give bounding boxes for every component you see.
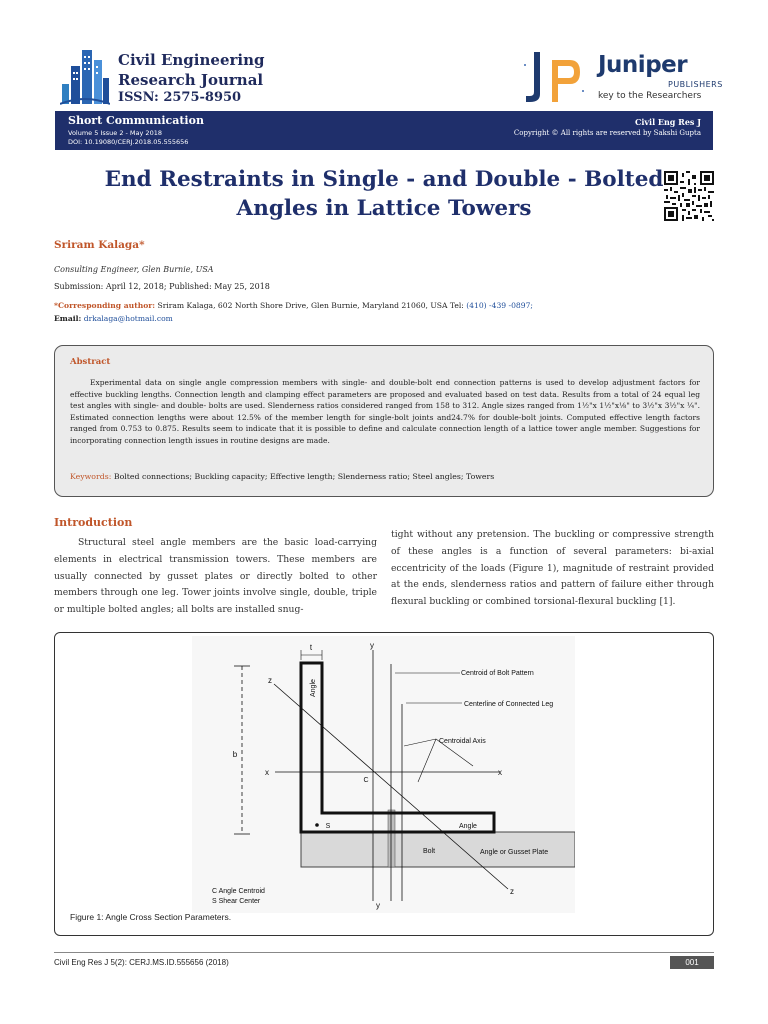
article-title: [90, 165, 678, 223]
abstract-box: [54, 345, 714, 497]
corresponding-author-tel[interactable]: (410) -439 -0897;: [466, 301, 533, 310]
shear-center-dot: [315, 823, 319, 827]
label-c: C: [363, 777, 369, 784]
volume-issue: Volume 5 Issue 2 - May 2018: [68, 129, 162, 137]
footer-divider: [54, 952, 714, 953]
keywords-label: Keywords:: [70, 472, 112, 481]
journal-name: [118, 50, 264, 90]
page-number: 001: [670, 956, 714, 969]
label-x-right: x: [498, 768, 502, 777]
legend-s: S Shear Center: [212, 898, 261, 905]
author-affiliation: Consulting Engineer, Glen Burnie, USA: [54, 265, 214, 274]
journal-name-line1: Civil Engineering: [118, 51, 265, 69]
doi: DOI: 10.19080/CERJ.2018.05.555656: [68, 138, 189, 146]
label-centerline: Centerline of Connected Leg: [464, 701, 554, 708]
corresponding-author-label: *Corresponding author:: [54, 301, 156, 310]
keywords-list: Bolted connections; Buckling capacity; Effective length; Slenderness ratio; Steel angles; Towers: [111, 472, 495, 481]
qr-code-icon[interactable]: [664, 171, 714, 221]
keywords: [70, 472, 494, 481]
publisher-name: Juniper: [598, 52, 688, 78]
footer-citation: Civil Eng Res J 5(2): CERJ.MS.ID.555656 (2018): [54, 958, 229, 967]
publisher-tagline: key to the Researchers: [598, 91, 702, 101]
label-centroidal-axis: Centroidal Axis: [439, 738, 486, 745]
abstract-heading: Abstract: [70, 357, 111, 367]
email-label: Email:: [54, 314, 82, 323]
label-z-top: z: [268, 676, 272, 685]
label-z-bottom: z: [510, 887, 514, 896]
label-gusset: Angle or Gusset Plate: [480, 849, 549, 856]
article-title-line2: Angles in Lattice Towers: [236, 196, 532, 221]
journal-issn: ISSN: 2575-8950: [118, 90, 242, 105]
figure-caption: Figure 1: Angle Cross Section Parameters.: [70, 912, 232, 922]
bolt: [388, 810, 395, 867]
label-angle: Angle: [459, 823, 477, 830]
abstract-text: Experimental data on single angle compression members with single- and double-bolt end connection patterns is used to develop adjustment factors for effective buckling lengths. Connection length and clamping effect parameters are proposed and evaluated based on test data. Results from a total of 24 equal leg test angles with single- and double- bolts are used. Slenderness ratios considered ranged from 158 to 312. Angle sizes ranged from 1½"x 1½"x⅛" to 3½"x 3½"x ¼". Estimated connection lengths were about 12.5% of the member length for single-bolt joints and24.7% for double-bolt joints. Computed effective length factors ranged from 0.753 to 0.875. Results seem to indicate that it is possible to define and calculate connection length of a lattice tower angle member. Suggestions for incorporating connection length issues in routine designs are made.: [70, 378, 700, 445]
legend-c: C Angle Centroid: [212, 888, 265, 895]
label-bolt: Bolt: [423, 848, 436, 855]
publisher-sub: PUBLISHERS: [668, 80, 723, 89]
label-b: b: [232, 750, 238, 759]
author-name: Sriram Kalaga*: [54, 239, 145, 251]
article-title-line1: End Restraints in Single - and Double - Bolted: [104, 167, 664, 192]
label-y-top: y: [370, 641, 374, 650]
corresponding-author: [54, 301, 734, 310]
copyright: Copyright © All rights are reserved by Sakshi Gupta: [513, 129, 701, 137]
body-column-right: tight without any pretension. The buckling or compressive strength of these angles is a function of several parameters: bi-axial eccentricity of the loads (Figure 1), magnitude of restraint provided at the ends, slenderness ratios and pattern of failure either through flexural buckling or combined torsional-flexural buckling [1].: [391, 529, 714, 608]
label-centroid-bolt: Centroid of Bolt Pattern: [461, 670, 534, 677]
body-column-left: Structural steel angle members are the basic load-carrying elements in electrical transmission towers. These members are usually connected by gusset plates or directly bolted to other members through one leg. Tower joints involve single, double, triple or multiple bolted angles; all bolts are installed snug-: [54, 537, 377, 616]
page-header: [0, 0, 768, 110]
author-email: [54, 314, 173, 323]
corresponding-author-text: Sriram Kalaga, 602 North Shore Drive, Glen Burnie, Maryland 21060, USA Tel:: [155, 301, 467, 310]
label-x-left: x: [265, 768, 269, 777]
journal-logo-icon: [60, 44, 110, 106]
article-banner: [55, 111, 713, 150]
journal-name-line2: Research Journal: [118, 71, 264, 89]
label-angle-vertical: Angle: [310, 679, 317, 697]
introduction-heading: Introduction: [54, 516, 133, 529]
email-link[interactable]: drkalaga@hotmail.com: [83, 314, 173, 323]
label-s: S: [325, 823, 331, 830]
label-y-bottom: y: [376, 901, 380, 910]
angle-cross-section-figure: [192, 636, 575, 913]
label-t: t: [309, 643, 313, 652]
article-type: Short Communication: [68, 114, 204, 127]
submission-dates: Submission: April 12, 2018; Published: May 25, 2018: [54, 282, 270, 291]
journal-abbreviation: Civil Eng Res J: [634, 117, 701, 127]
